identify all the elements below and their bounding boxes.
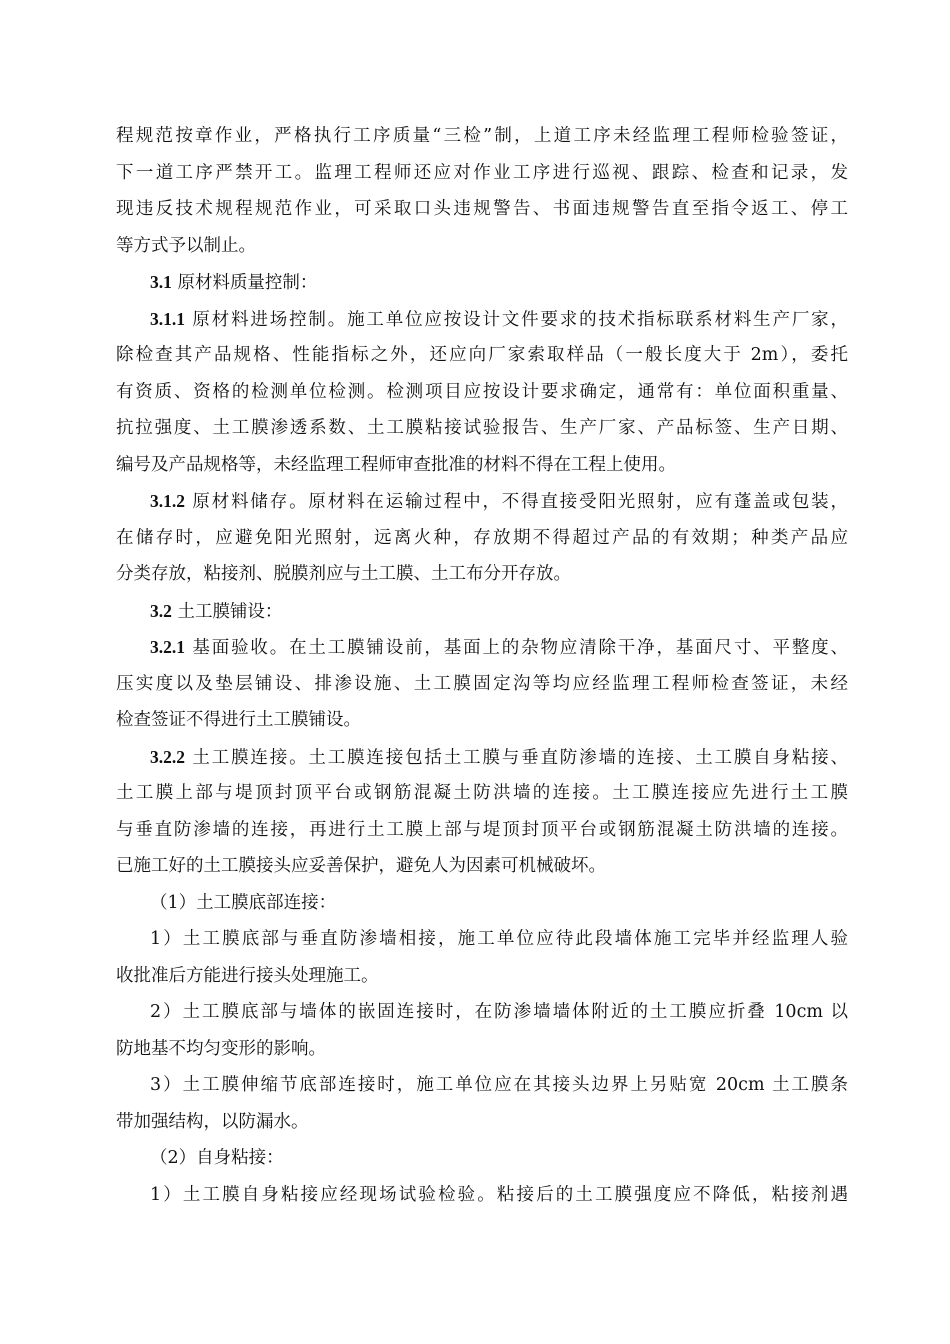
list-item-line: 1）土工膜底部与垂直防渗墙相接，施工单位应待此段墙体施工完毕并经监理人验 (150, 929, 848, 949)
section-heading: 3.1 原材料质量控制： (150, 272, 318, 293)
text-line: 已施工好的土工膜接头应妥善保护，避免人为因素可机械破坏。 (116, 856, 606, 876)
document-body (116, 118, 848, 1213)
subsection-heading-line: 3.1.2 原材料储存。原材料在运输过程中，不得直接受阳光照射，应有蓬盖或包装， (150, 491, 848, 512)
subsection-heading-line: 3.2.2 土工膜连接。土工膜连接包括土工膜与垂直防渗墙的连接、土工膜自身粘接、 (150, 746, 848, 768)
section-number: 3.1 (150, 272, 172, 292)
text-line: 与垂直防渗墙的连接，再进行土工膜上部与堤顶封顶平台或钢筋混凝土防洪墙的连接。 (116, 819, 848, 840)
text-line: 程规范按章作业，严格执行工序质量“三检”制，上道工序未经监理工程师检验签证， (116, 126, 848, 146)
text-line: 分类存放，粘接剂、脱膜剂应与土工膜、土工布分开存放。 (116, 564, 571, 584)
text-line: 有资质、资格的检测单位检测。检测项目应按设计要求确定，通常有：单位面积重量、 (116, 381, 848, 402)
subsection-heading-line: 3.1.1 原材料进场控制。施工单位应按设计文件要求的技术指标联系材料生产厂家， (150, 308, 848, 330)
text-line: 除检查其产品规格、性能指标之外，还应向厂家索取样品（一般长度大于 2m），委托 (116, 345, 848, 365)
section-number: 3.2.1 (150, 637, 185, 657)
list-item-line: 1）土工膜自身粘接应经现场试验检验。粘接后的土工膜强度应不降低，粘接剂遇 (150, 1184, 848, 1205)
section-number: 3.2.2 (150, 746, 185, 767)
list-heading: （1）土工膜底部连接： (150, 892, 337, 913)
text-line: 带加强结构，以防漏水。 (116, 1111, 309, 1132)
section-number: 3.2 (150, 600, 172, 621)
section-number: 3.1.1 (150, 308, 185, 329)
text-line: 抗拉强度、土工膜渗透系数、土工膜粘接试验报告、生产厂家、产品标签、生产日期、 (116, 418, 848, 438)
text-line: 防地基不均匀变形的影响。 (116, 1038, 326, 1059)
list-heading: （2）自身粘接： (150, 1148, 284, 1168)
text-line: 土工膜上部与堤顶封顶平台或钢筋混凝土防洪墙的连接。土工膜连接应先进行土工膜 (116, 783, 848, 803)
section-heading: 3.2 土工膜铺设： (150, 600, 283, 622)
text-line: 等方式予以制止。 (116, 235, 256, 256)
text-line: 在储存时，应避免阳光照射，远离火种，存放期不得超过产品的有效期；种类产品应 (116, 527, 848, 548)
list-item-line: 3）土工膜伸缩节底部连接时，施工单位应在其接头边界上另贴宽 20cm 土工膜条 (150, 1075, 848, 1095)
text-line: 压实度以及垫层铺设、排渗设施、土工膜固定沟等均应经监理工程师检查签证，未经 (116, 673, 848, 694)
text-line: 现违反技术规程规范作业，可采取口头违规警告、书面违规警告直至指令返工、停工 (116, 199, 848, 219)
subsection-heading-line: 3.2.1 基面验收。在土工膜铺设前，基面上的杂物应清除干净，基面尺寸、平整度、 (150, 637, 848, 658)
text-line: 编号及产品规格等，未经监理工程师审查批准的材料不得在工程上使用。 (116, 454, 676, 475)
text-line: 检查签证不得进行土工膜铺设。 (116, 710, 361, 730)
text-line: 收批准后方能进行接头处理施工。 (116, 965, 379, 986)
list-item-line: 2）土工膜底部与墙体的嵌固连接时，在防渗墙墙体附近的土工膜应折叠 10cm 以 (150, 1002, 848, 1022)
text-line: 下一道工序严禁开工。监理工程师还应对作业工序进行巡视、跟踪、检查和记录，发 (116, 162, 848, 183)
section-number: 3.1.2 (150, 491, 185, 511)
